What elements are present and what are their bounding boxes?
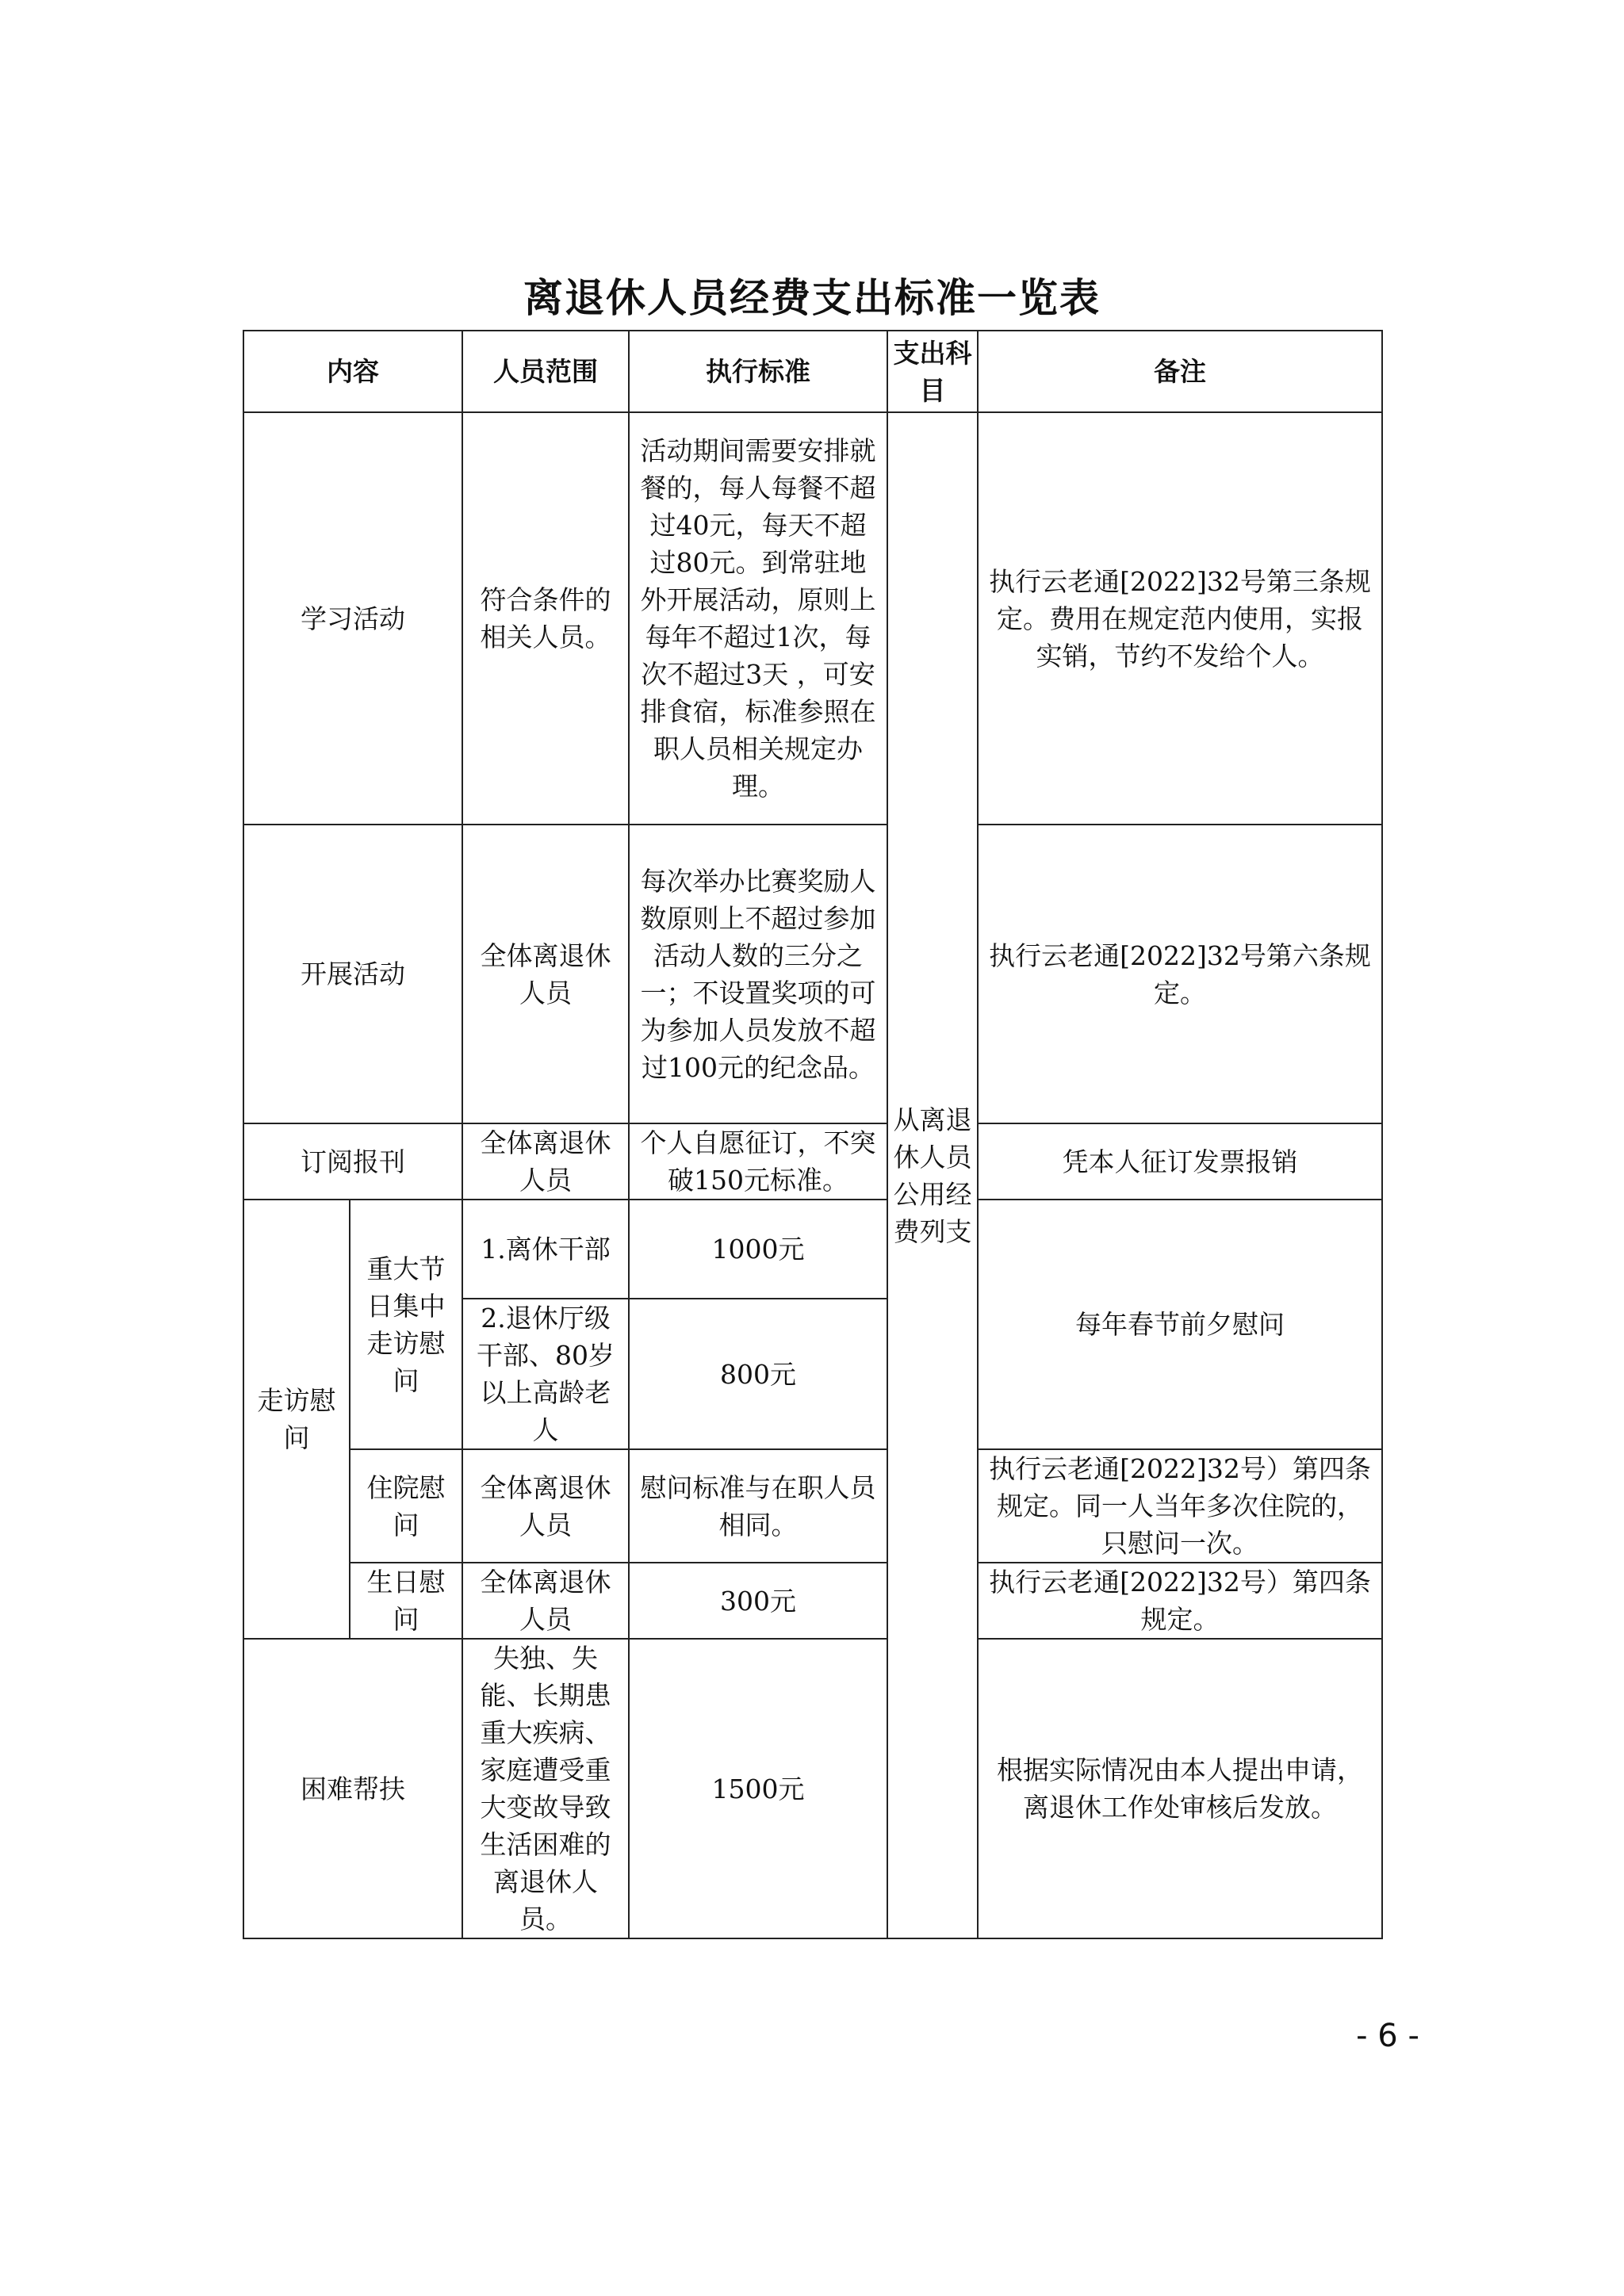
- header-scope: 人员范围: [462, 331, 629, 412]
- hardship-standard: 1500元: [629, 1639, 887, 1938]
- festival-senior-scope: 2.退休厅级干部、80岁以上高龄老人: [462, 1299, 629, 1449]
- activity-remarks: 执行云老通[2022]32号第六条规定。: [978, 825, 1382, 1123]
- table-row: [243, 1639, 1382, 1938]
- table-row: [243, 1200, 1382, 1299]
- visit-content: 走访慰问: [243, 1200, 350, 1639]
- study-standard: 活动期间需要安排就餐的，每人每餐不超过40元，每天不超过80元。到常驻地外开展活动，原则上每年不超过1次，每次不超过3天 ，可安排食宿，标准参照在职人员相关规定办理。: [629, 412, 887, 825]
- activity-standard: 每次举办比赛奖励人数原则上不超过参加活动人数的三分之一；不设置奖项的可为参加人员发放不超过100元的纪念品。: [629, 825, 887, 1123]
- study-scope: 符合条件的相关人员。: [462, 412, 629, 825]
- hospital-remarks: 执行云老通[2022]32号）第四条规定。同一人当年多次住院的，只慰问一次。: [978, 1449, 1382, 1563]
- table-row: [243, 1449, 1382, 1563]
- header-subject: 支出科目: [887, 331, 978, 412]
- table-row: [243, 1563, 1382, 1639]
- activity-content: 开展活动: [243, 825, 462, 1123]
- hospital-visit-label: 住院慰问: [350, 1449, 462, 1563]
- subject-cell: 从离退休人员公用经费列支: [887, 412, 978, 1938]
- expense-standard-table: [243, 330, 1383, 1939]
- table-row: [243, 412, 1382, 825]
- festival-retired-cadre-standard: 1000元: [629, 1200, 887, 1299]
- festival-remarks: 每年春节前夕慰问: [978, 1200, 1382, 1449]
- header-row: [243, 331, 1382, 412]
- header-content: 内容: [243, 331, 462, 412]
- newspaper-remarks: 凭本人征订发票报销: [978, 1123, 1382, 1200]
- hardship-remarks: 根据实际情况由本人提出申请，离退休工作处审核后发放。: [978, 1639, 1382, 1938]
- header-remarks: 备注: [978, 331, 1382, 412]
- birthday-visit-label: 生日慰问: [350, 1563, 462, 1639]
- activity-scope: 全体离退休人员: [462, 825, 629, 1123]
- birthday-scope: 全体离退休人员: [462, 1563, 629, 1639]
- page-number: - 6 -: [1356, 2018, 1419, 2054]
- table-row: [243, 825, 1382, 1123]
- newspaper-scope: 全体离退休人员: [462, 1123, 629, 1200]
- newspaper-content: 订阅报刊: [243, 1123, 462, 1200]
- hardship-scope: 失独、失能、长期患重大疾病、家庭遭受重大变故导致生活困难的离退休人员。: [462, 1639, 629, 1938]
- birthday-standard: 300元: [629, 1563, 887, 1639]
- table-row: [243, 1123, 1382, 1200]
- header-standard: 执行标准: [629, 331, 887, 412]
- study-remarks: 执行云老通[2022]32号第三条规定。费用在规定范内使用，实报实销，节约不发给个人。: [978, 412, 1382, 825]
- hardship-content: 困难帮扶: [243, 1639, 462, 1938]
- study-content: 学习活动: [243, 412, 462, 825]
- hospital-standard: 慰问标准与在职人员相同。: [629, 1449, 887, 1563]
- birthday-remarks: 执行云老通[2022]32号）第四条规定。: [978, 1563, 1382, 1639]
- newspaper-standard: 个人自愿征订，不突破150元标准。: [629, 1123, 887, 1200]
- festival-retired-cadre-scope: 1.离休干部: [462, 1200, 629, 1299]
- hospital-scope: 全体离退休人员: [462, 1449, 629, 1563]
- festival-visit-label: 重大节日集中走访慰问: [350, 1200, 462, 1449]
- page-title: 离退休人员经费支出标准一览表: [523, 275, 1101, 321]
- festival-senior-standard: 800元: [629, 1299, 887, 1449]
